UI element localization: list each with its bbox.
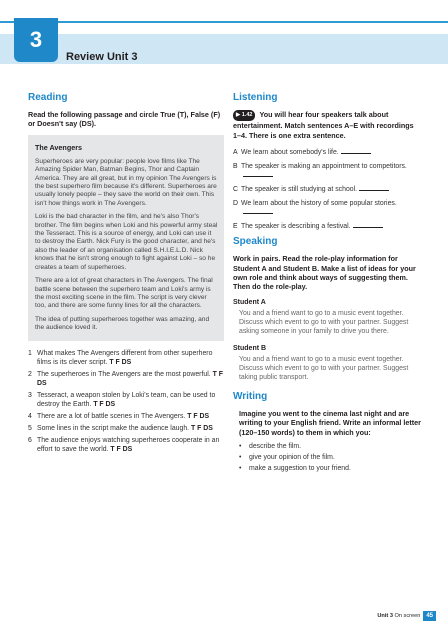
footer-label: Unit 3 On screen xyxy=(377,613,421,619)
reading-instruction: Read the following passage and circle True (T), False (F) or Doesn't say (DS). xyxy=(28,110,221,129)
listening-title: Listening xyxy=(233,92,278,103)
passage-paragraph-2: Loki is the bad character in the film, and he's also Thor's brother. The film begins when Loki and his powerful army steal the Tesseract. This is a source of energy, and Loki can use it to destroy the Earth. Nick Fury is the good character, and he's also the leader of an organisation called S.H.I.E.L.D. Nick knows that he isn't strong enough to fight against Loki – so he creates a team of superheroes. xyxy=(35,213,218,271)
page-title: Review Unit 3 xyxy=(66,51,138,63)
answer-blank[interactable] xyxy=(341,153,371,154)
reading-section xyxy=(28,92,224,457)
passage-paragraph-1: Superheroes are very popular: people love films like The Amazing Spider Man, Batman Begins, Thor and Captain America. They are all great, but in my opinion The Avengers is the best superhero film because it's different. Superheroes are usually lonely people – they save the world on their own. This isn't how things work in The Avengers. xyxy=(35,157,217,207)
student-b-text: You and a friend want to go to a music event together. Discuss which event to go to with your partner. Suggest taking public transport. xyxy=(239,355,409,381)
page-footer xyxy=(377,611,436,621)
reading-questions xyxy=(28,349,224,454)
answer-blank[interactable] xyxy=(359,190,389,191)
reading-title: Reading xyxy=(28,92,68,103)
unit-number-badge xyxy=(14,18,58,62)
question-item: 3 Tesseract, a weapon stolen by Loki's team, can be used to destroy the Earth. T F DS xyxy=(28,391,216,408)
unit-number: 3 xyxy=(29,27,43,52)
answer-blank[interactable] xyxy=(243,213,273,214)
reading-passage xyxy=(28,135,224,341)
writing-instruction: Imagine you went to the cinema last night and are writing to your English friend. Write an informal letter (120–150 words) to them in which you: xyxy=(239,408,421,437)
passage-paragraph-3: There are a lot of great characters in The Avengers. The final battle scene between the superhero team and Loki's army is the most exciting scene in the film. The script is very clever too, and there are some funny lines for all the characters. xyxy=(35,277,213,310)
speaking-instruction: Work in pairs. Read the role-play information for Student A and Student B. Make a list of ideas for your own role and think about ways of suggesting them. Then do the role-play. xyxy=(233,254,416,292)
list-item: • give your opinion of the film. xyxy=(239,454,335,462)
answer-blank[interactable] xyxy=(243,176,273,177)
speaking-title: Speaking xyxy=(233,236,278,248)
header-top-line xyxy=(0,21,448,23)
student-a-text: You and a friend want to go to a music event together. Discuss which event to go to with your partner. Suggest asking someone in your family to drive you there. xyxy=(239,309,409,335)
list-item: • describe the film. xyxy=(239,443,302,451)
list-item: D We learn about the history of some popular stories. xyxy=(233,199,423,217)
list-item: • make a suggestion to your friend. xyxy=(239,465,351,473)
passage-title: The Avengers xyxy=(35,142,82,152)
tfd-options[interactable]: T F DS xyxy=(187,412,210,420)
page-header xyxy=(0,0,448,70)
tfd-options[interactable]: T F DS xyxy=(37,370,223,387)
list-item: B The speaker is making an appointment to competitors. xyxy=(233,162,423,180)
passage-paragraph-4: The idea of putting superheroes together was amazing, and the audience loved it. xyxy=(35,315,210,332)
list-item: C The speaker is still studying at school. xyxy=(233,185,423,194)
tfd-options[interactable]: T F DS xyxy=(191,424,213,432)
writing-bullets xyxy=(233,442,423,473)
tfd-options[interactable]: T F DS xyxy=(93,400,116,408)
page-number: 45 xyxy=(423,611,436,621)
student-b-label: Student B xyxy=(233,344,267,352)
answer-blank[interactable] xyxy=(353,227,383,228)
question-item: 1 What makes The Avengers different from other superhero films is its clever script. T F DS xyxy=(28,349,213,366)
listening-instruction: ▶ 1.42 You will hear four speakers talk about entertainment. Match sentences A–E with recordings 1–4. There is one extra sentence. xyxy=(233,110,414,140)
list-item: E The speaker is describing a festival. xyxy=(233,222,423,231)
audio-icon[interactable]: ▶ 1.42 xyxy=(233,110,255,121)
list-item: A We learn about somebody's life. xyxy=(233,148,423,157)
student-a-label: Student A xyxy=(233,298,266,306)
question-item: 4 There are a lot of battle scenes in The Avengers. T F DS xyxy=(28,412,210,420)
question-item: 2 The superheroes in The Avengers are the most powerful. T F DS xyxy=(28,370,223,387)
listening-items xyxy=(233,148,423,231)
tfd-options[interactable]: T F DS xyxy=(109,358,132,366)
writing-title: Writing xyxy=(233,390,268,402)
tfd-options[interactable]: T F DS xyxy=(110,445,133,453)
right-column xyxy=(233,92,423,475)
question-item: 5 Some lines in the script make the audience laugh. T F DS xyxy=(28,424,213,432)
question-item: 6 The audience enjoys watching superheroes cooperate in an effort to save the world. T F DS xyxy=(28,436,220,453)
